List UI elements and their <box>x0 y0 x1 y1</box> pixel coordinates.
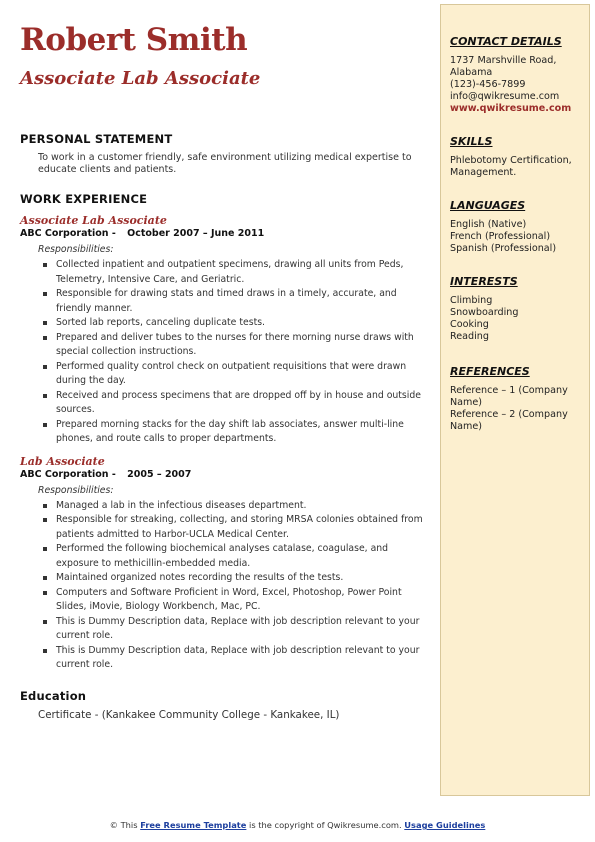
language-item: French (Professional) <box>450 231 551 242</box>
list-item: Maintained organized notes recording the results of the tests. <box>38 571 425 586</box>
work-experience-section <box>20 192 425 673</box>
interests-section <box>450 275 589 343</box>
interests-heading: INTERESTS <box>450 275 518 288</box>
list-item: This is Dummy Description data, Replace with job description relevant to your current role. <box>38 615 425 644</box>
skills-section <box>450 135 589 179</box>
job-meta <box>20 228 425 239</box>
skills-text: Phlebotomy Certification, Management. <box>450 155 572 178</box>
list-item: Performed the following biochemical analyses catalase, coagulase, and exposure to methicillin-embedded media. <box>38 542 425 571</box>
languages-section <box>450 199 589 255</box>
list-item: Performed quality control check on outpatient requisitions that were drawn during the day. <box>38 360 425 389</box>
job-entry <box>20 455 425 673</box>
list-item: This is Dummy Description data, Replace with job description relevant to your current role. <box>38 644 425 673</box>
contact-phone: (123)-456-7899 <box>450 79 526 90</box>
contact-website[interactable]: www.qwikresume.com <box>450 103 572 114</box>
interest-item: Reading <box>450 331 489 342</box>
list-item: Responsible for streaking, collecting, and storing MRSA colonies obtained from patients admitted to Harbor-UCLA Medical Center. <box>38 513 425 542</box>
contact-heading: CONTACT DETAILS <box>450 35 562 48</box>
contact-section <box>450 35 589 115</box>
list-item: Sorted lab reports, canceling duplicate tests. <box>38 316 425 331</box>
references-heading: REFERENCES <box>450 365 530 378</box>
contact-email[interactable]: info@qwikresume.com <box>450 91 560 102</box>
language-item: Spanish (Professional) <box>450 243 557 254</box>
main-column <box>20 132 425 721</box>
personal-statement-section <box>20 132 425 176</box>
job-headline: Associate Lab Associate <box>20 68 261 89</box>
job-company: ABC Corporation - <box>20 468 116 480</box>
list-item: Computers and Software Proficient in Word, Excel, Photoshop, Power Point Slides, iMovie, Biology Workbench, Mac, PC. <box>38 586 425 615</box>
job-entry <box>20 214 425 447</box>
work-experience-heading: WORK EXPERIENCE <box>20 192 148 206</box>
job-company: ABC Corporation - <box>20 228 116 239</box>
education-text: Certificate - (Kankakee Community College - Kankakee, IL) <box>38 708 340 721</box>
interests-list <box>450 295 589 343</box>
list-item: Collected inpatient and outpatient specimens, drawing all units from Peds, Telemetry, Intensive Care, and Geriatric. <box>38 258 425 287</box>
job-dates: October 2007 – June 2011 <box>127 228 265 239</box>
skills-heading: SKILLS <box>450 135 493 148</box>
languages-list <box>450 219 589 255</box>
references-section <box>450 365 589 433</box>
list-item: Responsible for drawing stats and timed draws in a timely, accurate, and friendly manner. <box>38 287 425 316</box>
contact-details <box>450 55 589 115</box>
personal-statement-text: To work in a customer friendly, safe environment utilizing medical expertise to educate clients and patients. <box>38 152 412 175</box>
bullet-list <box>38 258 425 447</box>
responsibilities-label: Responsibilities: <box>38 484 114 496</box>
job-title: Associate Lab Associate <box>20 214 167 227</box>
language-item: English (Native) <box>450 219 527 230</box>
responsibilities-label: Responsibilities: <box>38 244 114 255</box>
list-item: Received and process specimens that are dropped off by in house and outside sources. <box>38 389 425 418</box>
footer <box>0 820 595 830</box>
reference-item: Reference – 1 (Company Name) <box>450 385 568 408</box>
job-title: Lab Associate <box>20 454 105 468</box>
personal-statement-heading: PERSONAL STATEMENT <box>20 132 173 146</box>
free-resume-template-link[interactable]: Free Resume Template <box>140 820 247 830</box>
reference-item: Reference – 2 (Company Name) <box>450 409 568 432</box>
list-item: Prepared and deliver tubes to the nurses for there morning nurse draws with special collection instructions. <box>38 331 425 360</box>
candidate-name: Robert Smith <box>20 22 248 58</box>
usage-guidelines-link[interactable]: Usage Guidelines <box>404 820 486 830</box>
footer-middle: is the copyright of Qwikresume.com. <box>246 820 405 830</box>
list-item: Prepared morning stacks for the day shift lab associates, answer multi-line phones, and route calls to proper departments. <box>38 418 425 447</box>
interest-item: Climbing <box>450 295 493 306</box>
interest-item: Snowboarding <box>450 307 519 318</box>
languages-heading: LANGUAGES <box>450 199 526 212</box>
job-dates: 2005 – 2007 <box>127 468 192 480</box>
education-heading: Education <box>20 688 87 703</box>
education-section <box>20 689 425 721</box>
job-meta <box>20 469 425 480</box>
sidebar <box>440 4 590 796</box>
references-list <box>450 385 589 433</box>
contact-address: 1737 Marshville Road, Alabama <box>450 55 557 78</box>
interest-item: Cooking <box>450 319 489 330</box>
list-item: Managed a lab in the infectious diseases department. <box>38 499 425 514</box>
footer-prefix: © This <box>109 820 141 830</box>
bullet-list <box>38 499 425 673</box>
